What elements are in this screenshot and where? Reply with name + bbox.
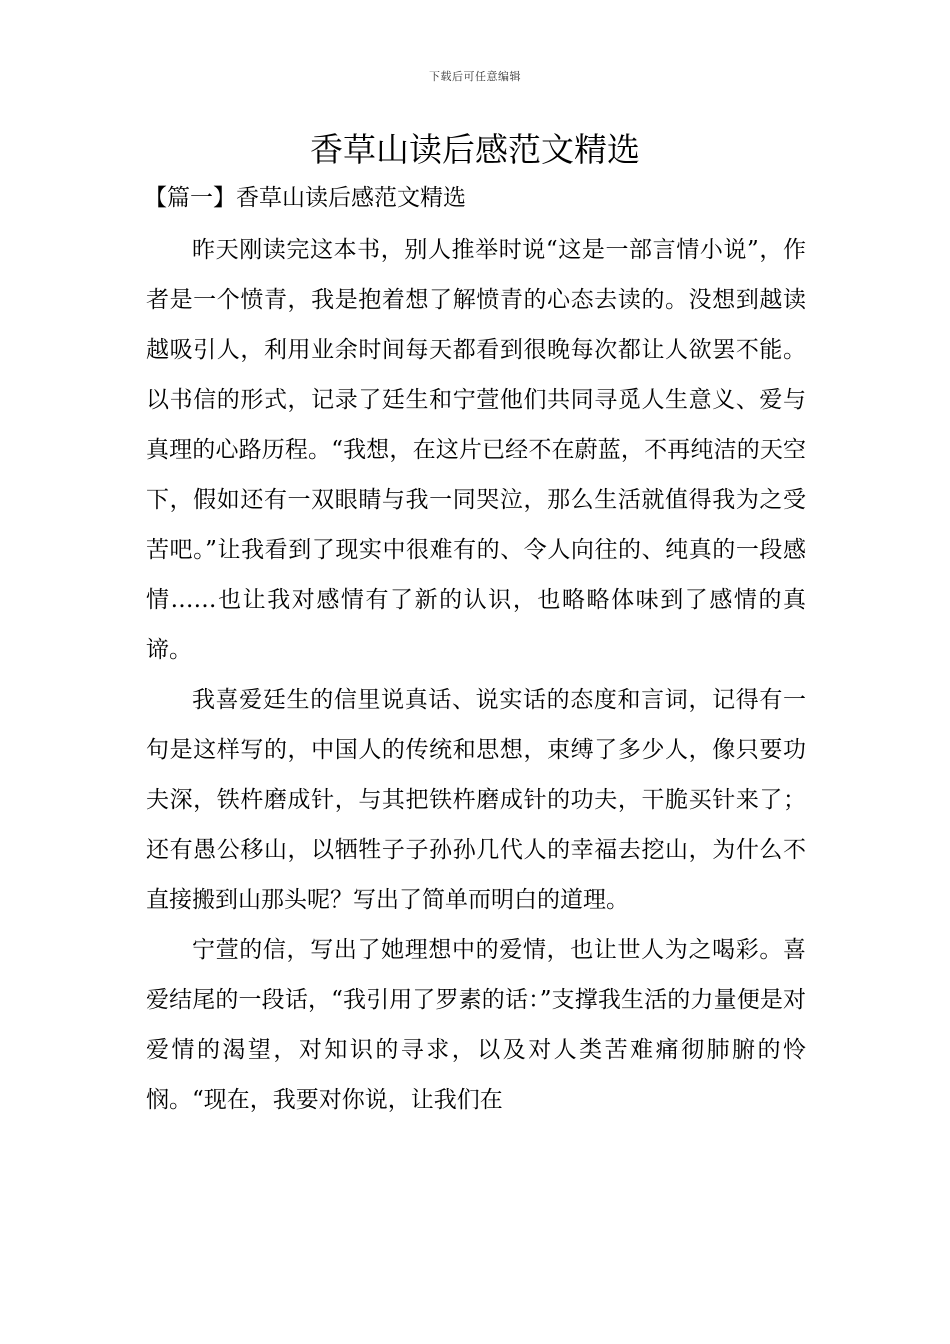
body-text	[146, 225, 806, 1125]
paragraph-1: 昨天刚读完这本书，别人推举时说“这是一部言情小说”，作者是一个愤青，我是抱着想了解愤青的心态去读的。没想到越读越吸引人，利用业余时间每天都看到很晚每次都让人欲罢不能。以书信的形式，记录了廷生和宁萱他们共同寻觅人生意义、爱与真理的心路历程。“我想，在这片已经不在蔚蓝，不再纯洁的天空下，假如还有一双眼睛与我一同哭泣，那么生活就值得我为之受苦吧。”让我看到了现实中很难有的、令人向往的、纯真的一段感情……也让我对感情有了新的认识，也略略体味到了感情的真谛。	[146, 237, 806, 663]
paragraph-2: 我喜爱廷生的信里说真话、说实话的态度和言词，记得有一句是这样写的，中国人的传统和思想，束缚了多少人，像只要功夫深，铁杵磨成针，与其把铁杵磨成针的功夫，干脆买针来了；还有愚公移山，以牺牲子子孙孙几代人的幸福去挖山，为什么不直接搬到山那头呢？写出了简单而明白的道理。	[146, 687, 806, 913]
document-title: 香草山读后感范文精选	[310, 130, 640, 169]
header-note: 下载后可任意编辑	[429, 70, 521, 83]
section-heading: 【篇一】香草山读后感范文精选	[144, 185, 466, 211]
paragraph-3: 宁萱的信，写出了她理想中的爱情，也让世人为之喝彩。喜爱结尾的一段话，“我引用了罗素的话：”支撑我生活的力量便是对爱情的渴望，对知识的寻求，以及对人类苦难痛彻肺腑的怜悯。“现在，我要对你说，让我们在	[146, 937, 806, 1113]
